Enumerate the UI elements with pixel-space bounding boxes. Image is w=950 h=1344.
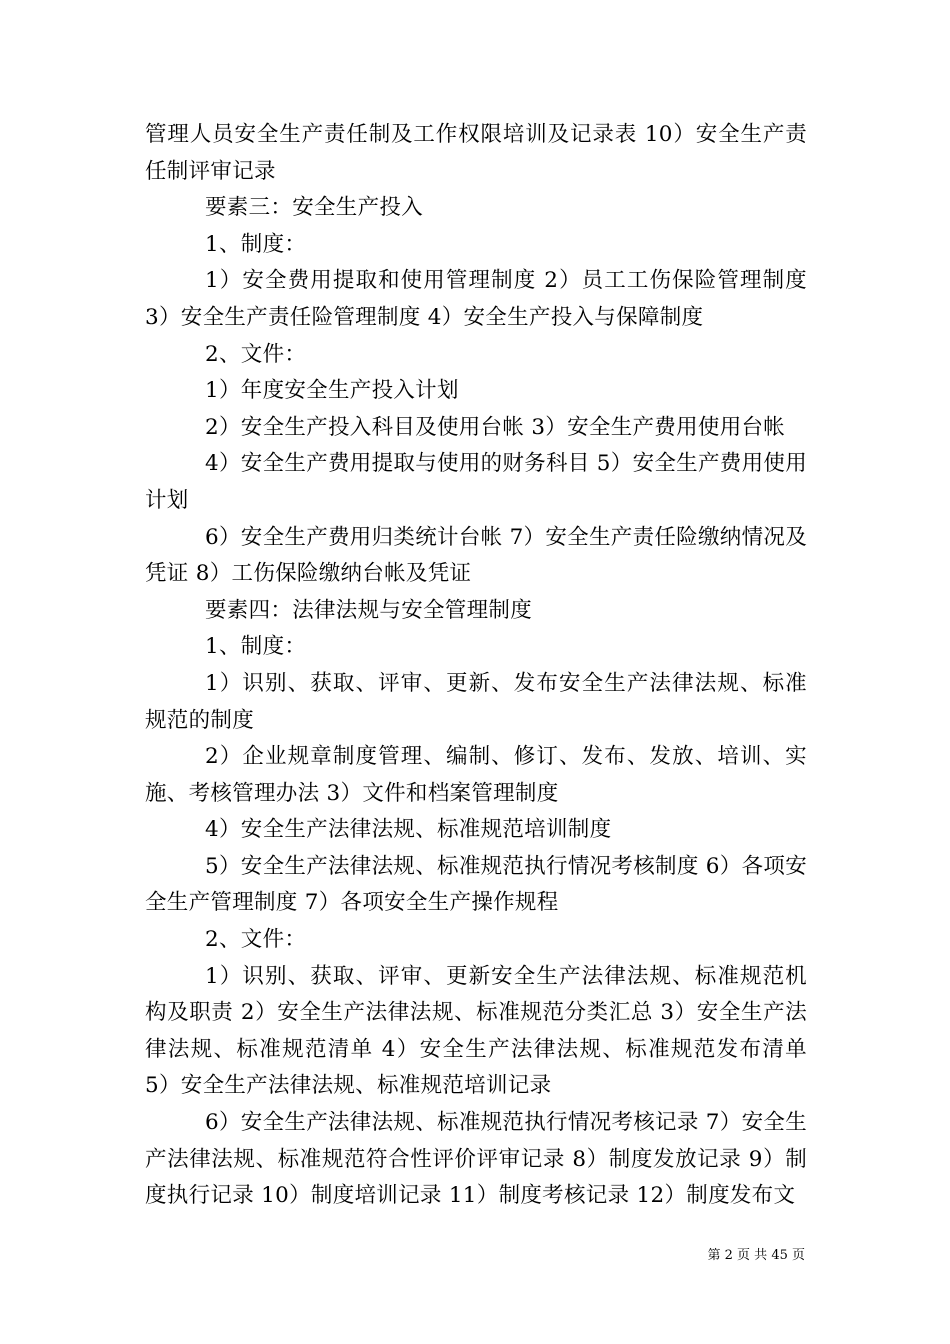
subsection-heading: 2、文件： [205,341,307,367]
paragraph: 管理人员安全生产责任制及工作权限培训及记录表 10）安全生产责任制评审记录 [145,122,807,184]
paragraph: 1）识别、获取、评审、更新安全生产法律法规、标准规范机构及职责 2）安全生产法律法规、标准规范分类汇总 3）安全生产法律法规、标准规范清单 4）安全生产法律法规、标准规范发布清单 5）安全生产法律法规、标准规范培训记录 [145,963,807,1099]
document-body [145,117,807,1215]
paragraph: 4）安全生产费用提取与使用的财务科目 5）安全生产费用使用计划 [145,451,807,513]
paragraph: 2）安全生产投入科目及使用台帐 3）安全生产费用使用台帐 [205,414,786,440]
section-heading: 要素三：安全生产投入 [205,195,424,221]
paragraph: 6）安全生产费用归类统计台帐 7）安全生产责任险缴纳情况及凭证 8）工伤保险缴纳台帐及凭证 [145,524,807,587]
paragraph: 1）安全费用提取和使用管理制度 2）员工工伤保险管理制度 3）安全生产责任险管理制度 4）安全生产投入与保障制度 [145,268,807,330]
section-heading: 要素四：法律法规与安全管理制度 [205,597,533,623]
paragraph: 6）安全生产法律法规、标准规范执行情况考核记录 7）安全生产法律法规、标准规范符合性评价评审记录 8）制度发放记录 9）制度执行记录 10）制度培训记录 11）制度考核记录 12）制度发布文 [145,1110,807,1209]
paragraph: 1）年度安全生产投入计划 [205,378,459,404]
paragraph: 5）安全生产法律法规、标准规范执行情况考核制度 6）各项安全生产管理制度 7）各项安全生产操作规程 [145,853,807,916]
paragraph: 4）安全生产法律法规、标准规范培训制度 [205,817,612,843]
page-number: 第 2 页 共 45 页 [707,1248,805,1263]
subsection-heading: 2、文件： [205,927,307,953]
paragraph: 2）企业规章制度管理、编制、修订、发布、发放、培训、实施、考核管理办法 3）文件和档案管理制度 [145,744,807,806]
subsection-heading: 1、制度： [205,634,307,660]
subsection-heading: 1、制度： [205,231,307,257]
paragraph: 1）识别、获取、评审、更新、发布安全生产法律法规、标准规范的制度 [145,670,807,733]
